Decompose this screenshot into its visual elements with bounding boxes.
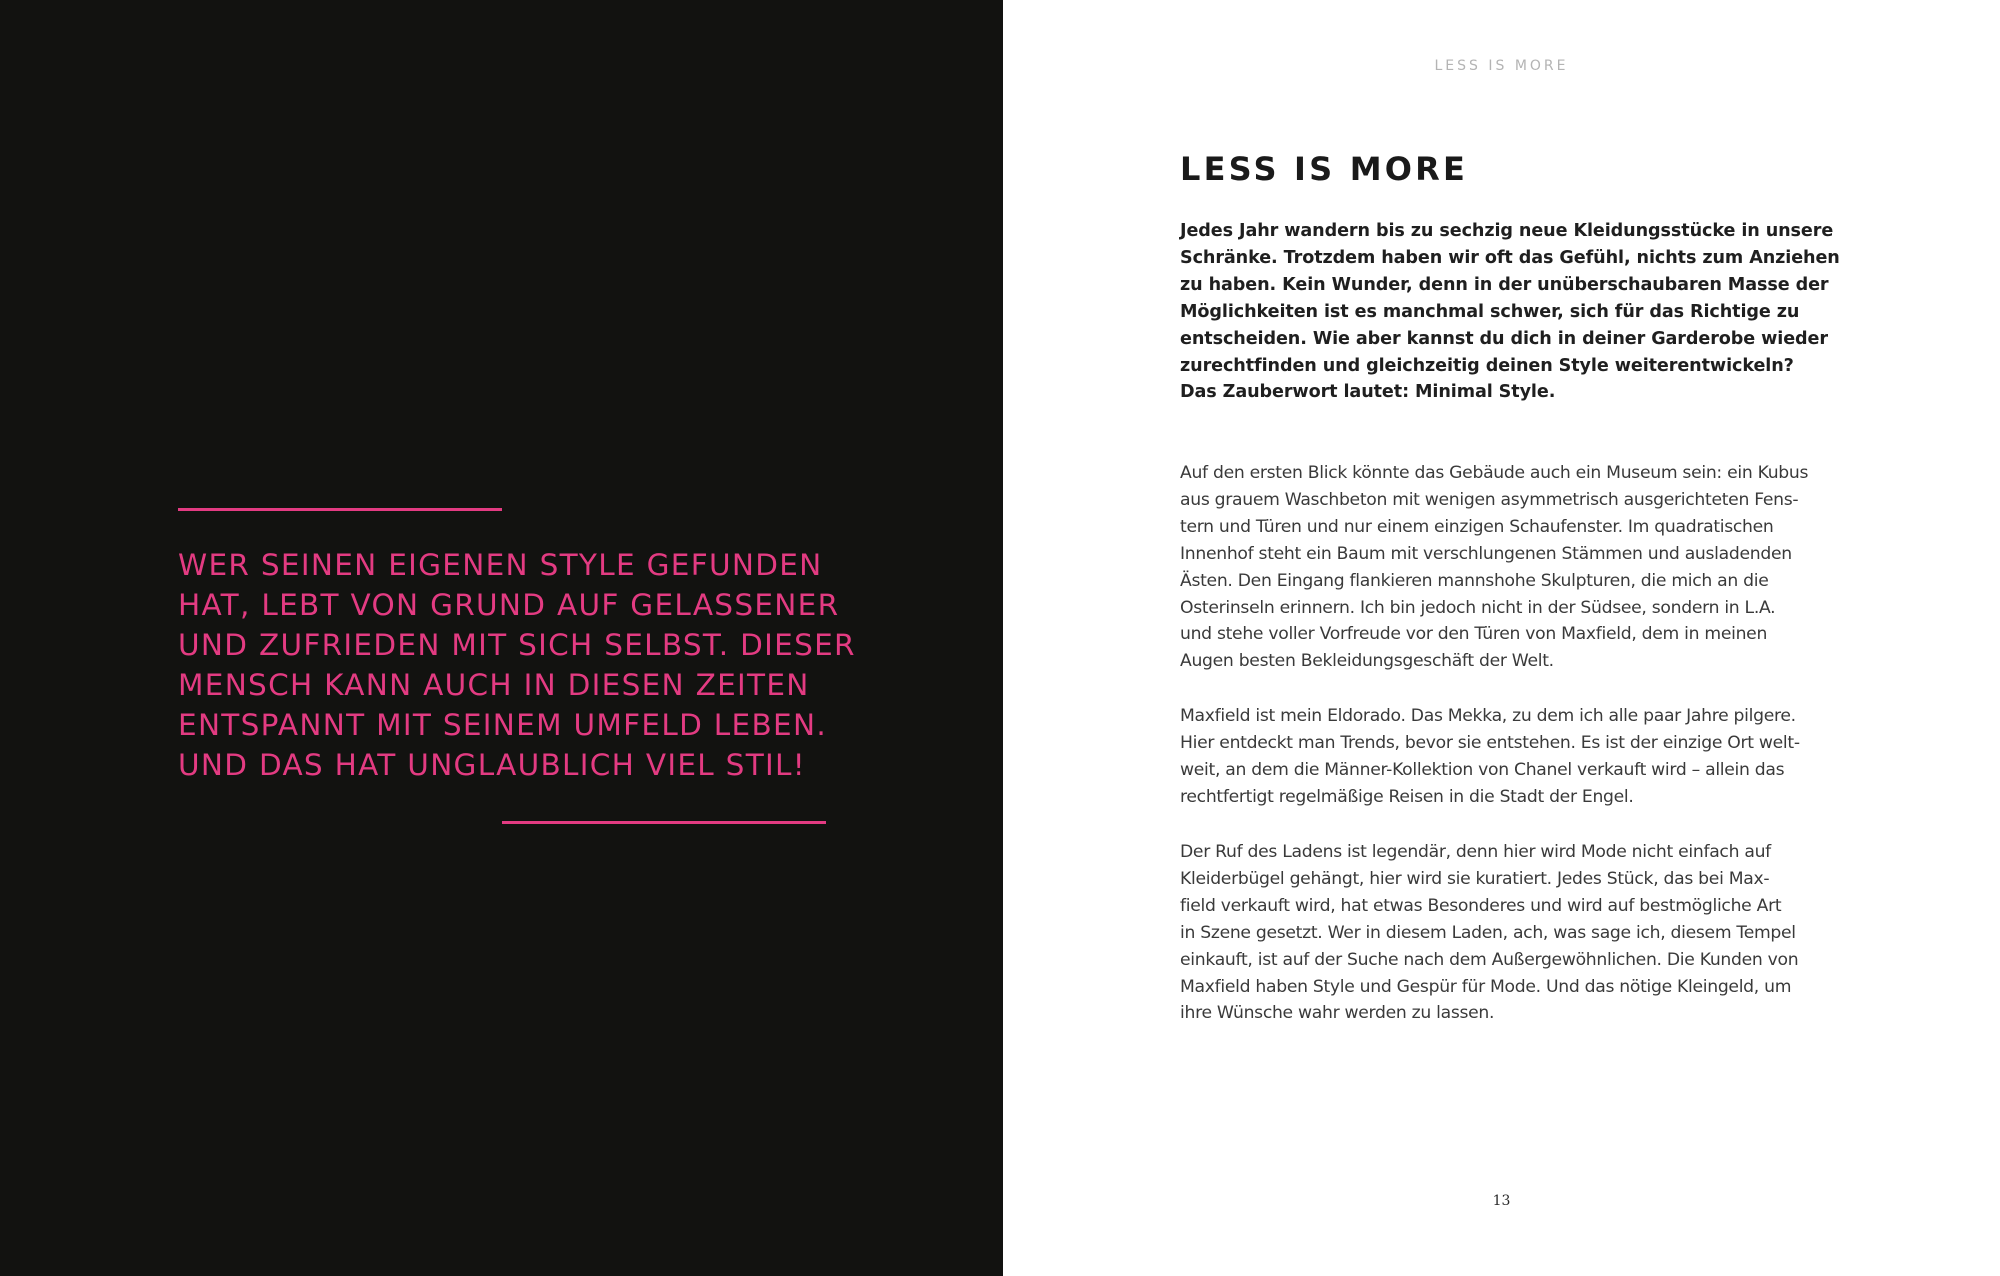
lead-line: zurechtfinden und gleichzeitig deinen Style weiterentwickeln? [1180, 355, 1794, 376]
lead-line: Schränke. Trotzdem haben wir oft das Gefühl, nichts zum Anziehen [1180, 247, 1840, 268]
body-line: Augen besten Bekleidungsgeschäft der Welt. [1180, 651, 1554, 672]
body-line: in Szene gesetzt. Wer in diesem Laden, ach, was sage ich, diesem Tempel [1180, 922, 1796, 943]
body-line: Maxfield haben Style und Gespür für Mode. Und das nötige Kleingeld, um [1180, 976, 1792, 997]
lead-line: Jedes Jahr wandern bis zu sechzig neue Kleidungsstücke in unsere [1180, 221, 1834, 241]
running-head: LESS IS MORE [1434, 58, 1569, 74]
body-line: weit, an dem die Männer-Kollektion von Chanel verkauft wird – allein das [1180, 759, 1785, 780]
body-paragraph-1 [1180, 460, 1860, 675]
body-line: Hier entdeckt man Trends, bevor sie entstehen. Es ist der einzige Ort welt- [1180, 732, 1800, 753]
body-line: aus grauem Waschbeton mit wenigen asymmetrisch ausgerichteten Fens- [1180, 489, 1799, 510]
body-line: und stehe voller Vorfreude vor den Türen von Maxfield, dem in meinen [1180, 624, 1768, 645]
body-line: ihre Wünsche wahr werden zu lassen. [1180, 1003, 1495, 1024]
lead-line: Das Zauberwort lautet: Minimal Style. [1180, 382, 1556, 403]
body-paragraph-3 [1180, 839, 1860, 1027]
body-line: Kleiderbügel gehängt, hier wird sie kuratiert. Jedes Stück, das bei Max- [1180, 868, 1770, 889]
pull-quote-line: WER SEINEN EIGENEN STYLE GEFUNDEN [178, 548, 823, 582]
body-line: einkauft, ist auf der Suche nach dem Außergewöhnlichen. Die Kunden von [1180, 949, 1799, 970]
body-line: Maxfield ist mein Eldorado. Das Mekka, zu dem ich alle paar Jahre pilgere. [1180, 706, 1796, 726]
pull-quote-line: HAT, LEBT VON GRUND AUF GELASSENER [178, 588, 840, 622]
lead-line: entscheiden. Wie aber kannst du dich in deiner Garderobe wieder [1180, 328, 1828, 349]
body-line: rechtfertigt regelmäßige Reisen in die Stadt der Engel. [1180, 786, 1634, 807]
pull-quote-line: ENTSPANNT MIT SEINEM UMFELD LEBEN. [178, 708, 827, 742]
quote-rule-top [178, 508, 502, 511]
pull-quote [178, 545, 878, 785]
body-line: tern und Türen und nur einem einzigen Schaufenster. Im quadratischen [1180, 516, 1774, 537]
body-line: Osterinseln erinnern. Ich bin jedoch nicht in der Südsee, sondern in L.A. [1180, 597, 1776, 618]
body-line: Ästen. Den Eingang flankieren mannshohe Skulpturen, die mich an die [1180, 570, 1769, 591]
chapter-title: LESS IS MORE [1180, 150, 1469, 188]
body-line: Auf den ersten Blick könnte das Gebäude auch ein Museum sein: ein Kubus [1180, 463, 1809, 483]
right-page [1003, 0, 2000, 1276]
body-line: Der Ruf des Ladens ist legendär, denn hier wird Mode nicht einfach auf [1180, 842, 1771, 862]
quote-rule-bottom [502, 821, 826, 824]
pull-quote-line: MENSCH KANN AUCH IN DIESEN ZEITEN [178, 668, 810, 702]
pull-quote-line: UND DAS HAT UNGLAUBLICH VIEL STIL! [178, 748, 806, 782]
body-line: field verkauft wird, hat etwas Besonderes und wird auf bestmögliche Art [1180, 895, 1782, 916]
lead-line: zu haben. Kein Wunder, denn in der unüberschaubaren Masse der [1180, 274, 1829, 295]
lead-line: Möglichkeiten ist es manchmal schwer, sich für das Richtige zu [1180, 301, 1800, 322]
body-paragraph-2 [1180, 703, 1860, 811]
pull-quote-line: UND ZUFRIEDEN MIT SICH SELBST. DIESER [178, 628, 856, 662]
body-line: Innenhof steht ein Baum mit verschlungenen Stämmen und ausladenden [1180, 543, 1792, 564]
lead-paragraph [1180, 218, 1860, 406]
page-number: 13 [1492, 1193, 1511, 1209]
